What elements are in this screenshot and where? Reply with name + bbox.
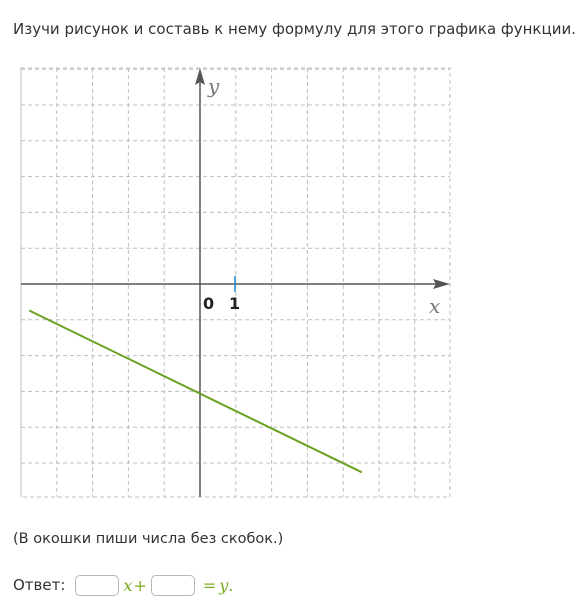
variable-x: x — [123, 575, 133, 595]
period: . — [228, 575, 234, 595]
x-axis-label: x — [429, 294, 441, 318]
hint-text: (В окошки пиши числа без скобок.) — [13, 531, 284, 547]
y-axis-label: y — [208, 74, 220, 98]
equals-sign: = — [202, 575, 217, 595]
answer-label: Ответ: — [13, 576, 66, 594]
slope-input[interactable] — [75, 575, 119, 596]
variable-y: y — [219, 575, 229, 595]
unit-label: 1 — [229, 294, 241, 313]
origin-label: 0 — [203, 294, 215, 313]
task-instruction: Изучи рисунок и составь к нему формулу для этого графика функции. — [13, 20, 576, 38]
intercept-input[interactable] — [151, 575, 195, 596]
plus-sign: + — [133, 575, 147, 595]
answer-row — [13, 572, 233, 598]
